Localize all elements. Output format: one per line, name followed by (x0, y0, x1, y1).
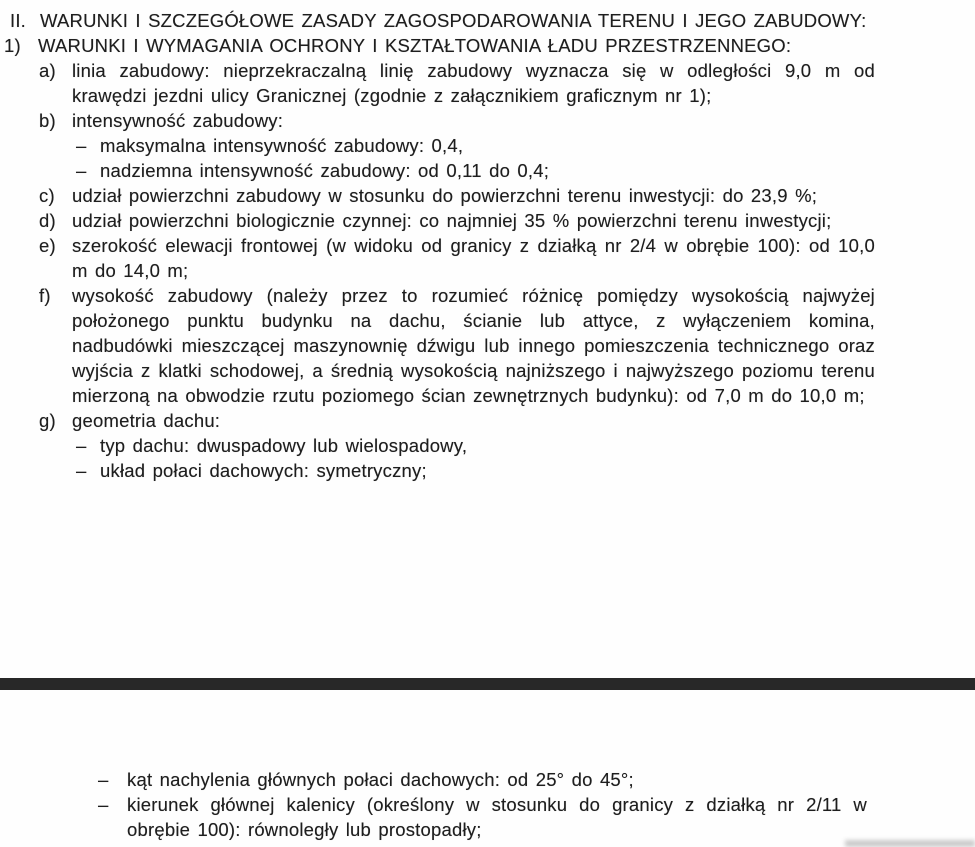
list-item-g (0, 408, 975, 433)
sub-item (0, 433, 975, 458)
dash-marker: – (98, 794, 109, 815)
dash-marker: – (76, 135, 87, 156)
item-text: udział powierzchni zabudowy w stosunku do powierzchni terenu inwestycji: do 23,9 %; (72, 185, 818, 206)
list-item-a (0, 58, 975, 108)
dash-marker: – (98, 769, 109, 790)
list-item-d (0, 208, 975, 233)
item-label: e) (39, 235, 56, 256)
item-label: f) (39, 285, 51, 306)
sub-item-text: układ połaci dachowych: symetryczny; (100, 460, 427, 481)
divider-bar (0, 678, 975, 690)
item-text: linia zabudowy: nieprzekraczalną linię zabudowy wyznacza się w odległości 9,0 m od krawędzi jezdni ulicy Granicznej (zgodnie z załącznikiem graficznym nr 1); (72, 60, 875, 106)
sub-item-text: maksymalna intensywność zabudowy: 0,4, (100, 135, 464, 156)
continuation-item-text: kąt nachylenia głównych połaci dachowych: od 25° do 45°; (127, 769, 634, 790)
item-label: d) (39, 210, 56, 231)
list-item-c (0, 183, 975, 208)
item-text: geometria dachu: (72, 410, 221, 431)
sub-item-text: typ dachu: dwuspadowy lub wielospadowy, (100, 435, 468, 456)
sub-item (0, 133, 975, 158)
subsection-numeral: 1) (4, 35, 21, 56)
section-numeral: II. (10, 10, 27, 31)
subsection-heading (0, 33, 975, 58)
scan-smudge-artifact (845, 840, 975, 847)
sub-item-text: nadziemna intensywność zabudowy: od 0,11 do 0,4; (100, 160, 550, 181)
continuation-item (0, 767, 975, 792)
sub-item (0, 458, 975, 483)
list-item-f (0, 283, 975, 408)
continuation-item (0, 792, 975, 842)
continuation-block (0, 767, 975, 842)
list-item-b (0, 108, 975, 133)
sub-item (0, 158, 975, 183)
item-text: intensywność zabudowy: (72, 110, 284, 131)
section-heading-text: WARUNKI I SZCZEGÓŁOWE ZASADY ZAGOSPODAROWANIA TERENU I JEGO ZABUDOWY: (40, 10, 867, 31)
item-text: wysokość zabudowy (należy przez to rozumieć różnicę pomiędzy wysokością najwyżej położonego punktu budynku na dachu, ścianie lub attyce, z wyłączeniem komina, nadbudówki mieszczącej maszynownię dźwigu lub innego pomieszczenia technicznego oraz wyjścia z klatki schodowej, a średnią wysokością najniższego i najwyższego poziomu terenu mierzoną na obwodzie rzutu poziomego ścian zewnętrznych budynku): od 7,0 m do 10,0 m; (72, 285, 875, 406)
dash-marker: – (76, 435, 87, 456)
item-label: a) (39, 60, 56, 81)
item-text: udział powierzchni biologicznie czynnej: co najmniej 35 % powierzchni terenu inwestycji; (72, 210, 832, 231)
section-heading (0, 8, 975, 33)
item-text: szerokość elewacji frontowej (w widoku od granicy z działką nr 2/4 w obrębie 100): od 10,0 m do 14,0 m; (72, 235, 875, 281)
item-label: g) (39, 410, 56, 431)
subsection-heading-text: WARUNKI I WYMAGANIA OCHRONY I KSZTAŁTOWANIA ŁADU PRZESTRZENNEGO: (38, 35, 792, 56)
list-item-e (0, 233, 975, 283)
item-label: c) (39, 185, 55, 206)
dash-marker: – (76, 460, 87, 481)
continuation-item-text: kierunek głównej kalenicy (określony w stosunku do granicy z działką nr 2/11 w obrębie 100): równoległy lub prostopadły; (127, 794, 867, 840)
dash-marker: – (76, 160, 87, 181)
item-label: b) (39, 110, 56, 131)
